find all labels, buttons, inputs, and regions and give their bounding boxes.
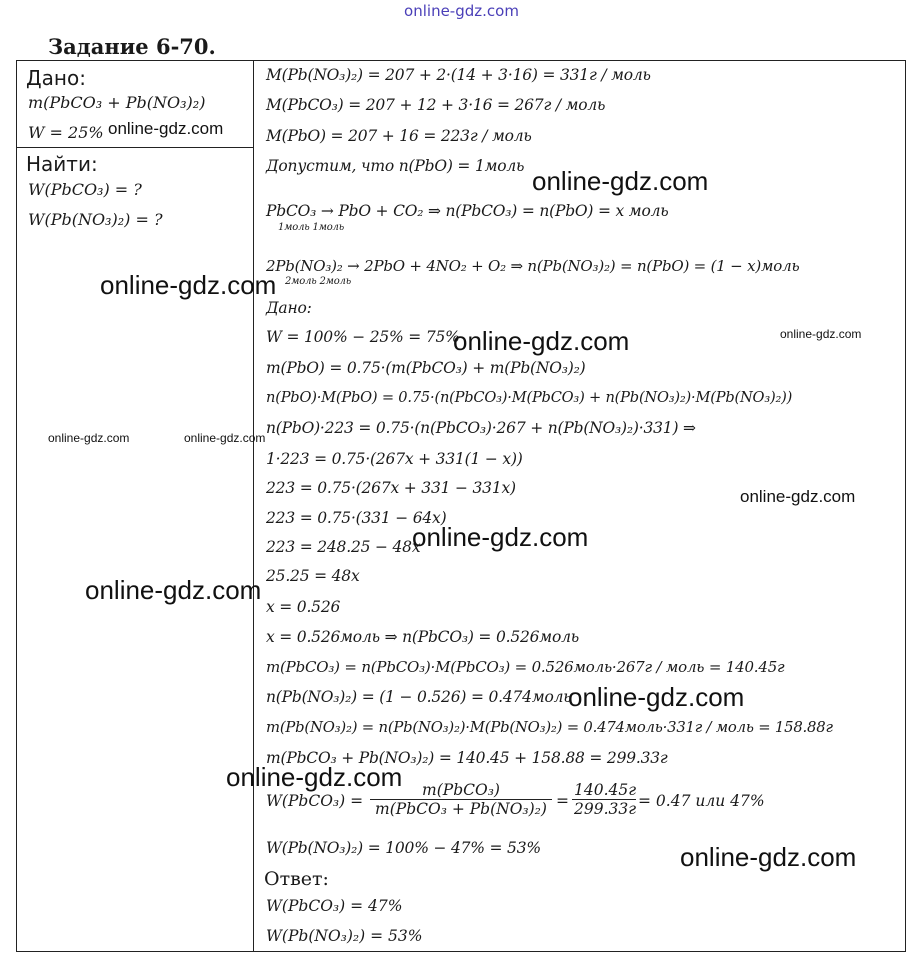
fraction-numerator: m(PbCO₃) xyxy=(422,781,500,799)
watermark: online-gdz.com xyxy=(412,522,589,552)
find-line: W(PbCO₃) = ? xyxy=(28,180,142,199)
reaction-subscript: 1моль 1моль xyxy=(278,222,344,233)
fraction-label: W(PbCO₃) = xyxy=(266,792,364,810)
fraction-numeric xyxy=(572,781,636,818)
fraction-numerator: 140.45г xyxy=(574,781,637,799)
solution-line: x = 0.526 xyxy=(266,598,341,616)
answer-heading: Ответ: xyxy=(264,868,329,890)
solution-line: m(PbO) = 0.75·(m(PbCO₃) + m(Pb(NO₃)₂) xyxy=(266,359,586,377)
solution-line: 223 = 0.75·(331 − 64x) xyxy=(266,509,447,527)
solution-line: n(PbO)·223 = 0.75·(n(PbCO₃)·267 + n(Pb(NO₃)₂)·331) ⇒ xyxy=(266,419,696,437)
find-line: W(Pb(NO₃)₂) = ? xyxy=(28,210,163,229)
solution-line: W(Pb(NO₃)₂) = 100% − 47% = 53% xyxy=(266,839,541,857)
given-heading: Дано: xyxy=(26,66,86,90)
solution-line: m(PbCO₃ + Pb(NO₃)₂) = 140.45 + 158.88 = 299.33г xyxy=(266,749,668,767)
watermark: online-gdz.com xyxy=(100,270,277,300)
watermark: online-gdz.com xyxy=(680,842,857,872)
watermark: online-gdz.com xyxy=(532,166,709,196)
watermark: online-gdz.com xyxy=(184,431,266,445)
given-line: m(PbCO₃ + Pb(NO₃)₂) xyxy=(28,93,206,112)
solution-line: 223 = 0.75·(267x + 331 − 331x) xyxy=(266,479,516,497)
site-header-link[interactable]: online-gdz.com xyxy=(404,2,519,20)
watermark: online-gdz.com xyxy=(740,487,856,506)
find-heading: Найти: xyxy=(26,152,98,176)
reaction-line: 2Pb(NO₃)₂ → 2PbO + 4NO₂ + O₂ ⇒ n(Pb(NO₃)₂) = n(PbO) = (1 − x)моль xyxy=(266,257,800,275)
solution-line: Дано: xyxy=(266,299,312,317)
solution-line: W = 100% − 25% = 75% xyxy=(266,328,460,346)
solution-line: x = 0.526моль ⇒ n(PbCO₃) = 0.526моль xyxy=(266,628,580,646)
solution-line: 223 = 248.25 − 48x xyxy=(266,538,421,556)
solution-line: m(PbCO₃) = n(PbCO₃)·M(PbCO₃) = 0.526моль·267г / моль = 140.45г xyxy=(266,658,785,676)
given-find-divider xyxy=(16,147,253,148)
watermark: online-gdz.com xyxy=(108,119,224,138)
fraction-denominator: m(PbCO₃ + Pb(NO₃)₂) xyxy=(370,799,552,818)
reaction-subscript: 2моль 2моль xyxy=(285,276,351,287)
solution-line: n(Pb(NO₃)₂) = (1 − 0.526) = 0.474моль xyxy=(266,688,572,706)
solution-line: 25.25 = 48x xyxy=(266,567,360,585)
given-line: W = 25% xyxy=(28,123,104,142)
fraction-denominator: 299.33г xyxy=(574,800,637,818)
watermark: online-gdz.com xyxy=(568,682,745,712)
solution-line: m(Pb(NO₃)₂) = n(Pb(NO₃)₂)·M(Pb(NO₃)₂) = 0.474моль·331г / моль = 158.88г xyxy=(266,719,833,736)
watermark: online-gdz.com xyxy=(453,326,630,356)
solution-line: 1·223 = 0.75·(267x + 331(1 − x)) xyxy=(266,450,523,468)
answer-line: W(PbCO₃) = 47% xyxy=(266,897,403,915)
solution-line: n(PbO)·M(PbO) = 0.75·(n(PbCO₃)·M(PbCO₃) + n(Pb(NO₃)₂)·M(Pb(NO₃)₂)) xyxy=(266,389,793,406)
task-title: Задание 6-70. xyxy=(48,34,216,59)
solution-line: M(PbCO₃) = 207 + 12 + 3·16 = 267г / моль xyxy=(266,96,606,114)
solution-line: Допустим, что n(PbO) = 1моль xyxy=(266,157,525,175)
watermark: online-gdz.com xyxy=(48,431,130,445)
fraction-result: = 0.47 или 47% xyxy=(638,792,765,810)
column-divider xyxy=(253,60,254,952)
answer-line: W(Pb(NO₃)₂) = 53% xyxy=(266,927,423,945)
equals-sign: = xyxy=(556,792,569,810)
solution-line: M(PbO) = 207 + 16 = 223г / моль xyxy=(266,127,532,145)
reaction-line: PbCO₃ → PbO + CO₂ ⇒ n(PbCO₃) = n(PbO) = x моль xyxy=(266,202,669,220)
watermark: online-gdz.com xyxy=(780,327,862,341)
solution-line: M(Pb(NO₃)₂) = 207 + 2·(14 + 3·16) = 331г / моль xyxy=(266,66,651,84)
watermark: online-gdz.com xyxy=(226,762,403,792)
watermark: online-gdz.com xyxy=(85,575,262,605)
